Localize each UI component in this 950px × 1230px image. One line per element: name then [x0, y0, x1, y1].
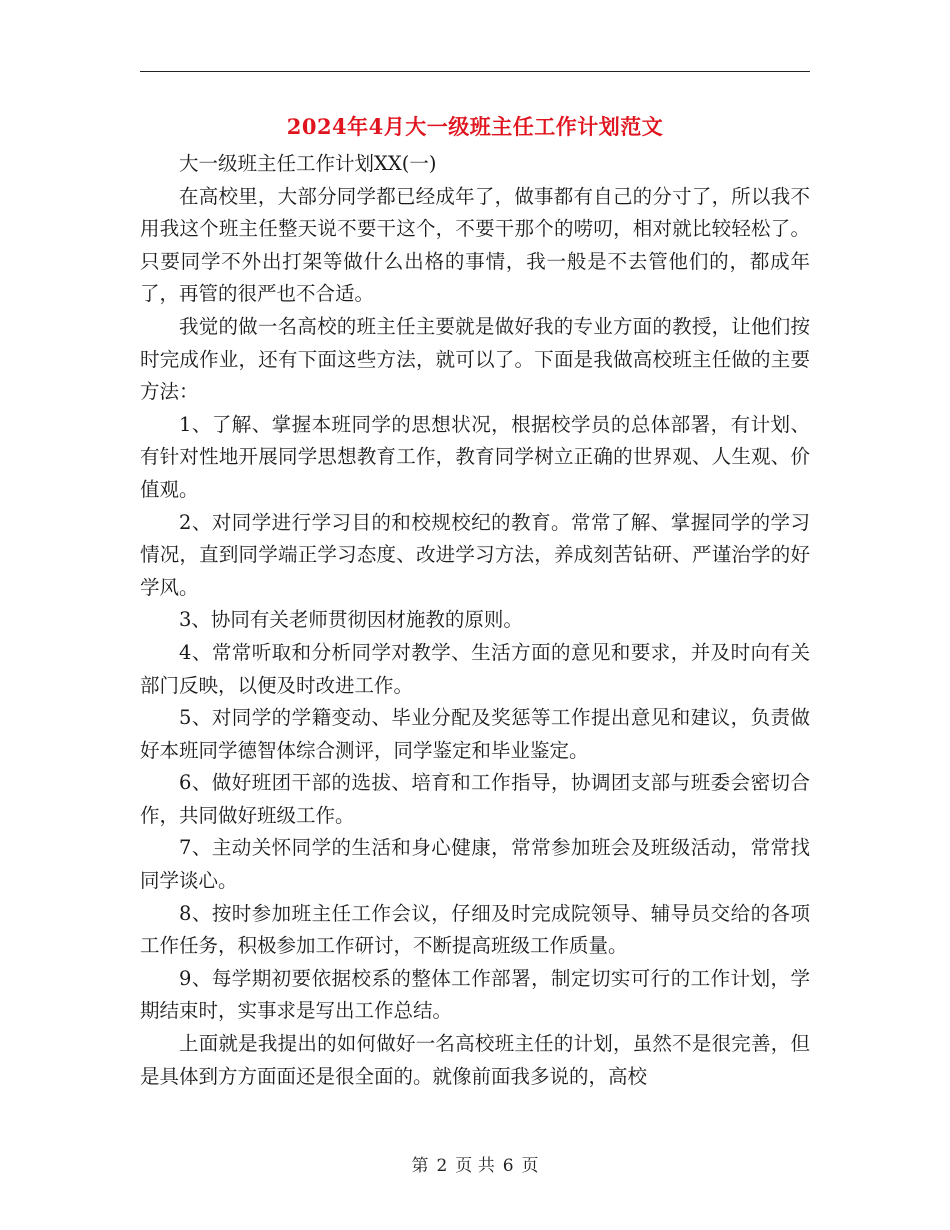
footer-prefix: 第	[411, 1156, 429, 1176]
list-item: 4、常常听取和分析同学对教学、生活方面的意见和要求，并及时向有关部门反映，以便及时改进工作。	[140, 640, 810, 697]
list-item: 9、每学期初要依据校系的整体工作部署，制定切实可行的工作计划，学期结束时，实事求是写出工作总结。	[140, 966, 810, 1023]
page-footer	[0, 1154, 950, 1178]
page-number: 2	[436, 1156, 448, 1176]
paragraph: 我觉的做一名高校的班主任主要就是做好我的专业方面的教授，让他们按时完成作业，还有下面这些方法，就可以了。下面是我做高校班主任做的主要方法：	[140, 314, 810, 404]
header-rule	[140, 71, 810, 72]
document-title: 2024年4月大一级班主任工作计划范文	[286, 114, 664, 139]
section-heading: 大一级班主任工作计划XX(一)	[179, 152, 437, 175]
list-item: 2、对同学进行学习目的和校规校纪的教育。常常了解、掌握同学的学习情况，直到同学端正学习态度、改进学习方法，养成刻苦钻研、严谨治学的好学风。	[140, 510, 810, 599]
paragraph: 上面就是我提出的如何做好一名高校班主任的计划，虽然不是很完善，但是具体到方方面面还是很全面的。就像前面我多说的，高校	[140, 1032, 810, 1088]
footer-suffix: 页	[521, 1156, 539, 1176]
footer-middle: 页 共	[455, 1156, 495, 1176]
list-item: 1、了解、掌握本班同学的思想状况，根据校学员的总体部署，有计划、有针对性地开展同学思想教育工作，教育同学树立正确的世界观、人生观、价值观。	[140, 412, 810, 501]
document-body	[140, 148, 810, 1093]
list-item: 6、做好班团干部的选拔、培育和工作指导，协调团支部与班委会密切合作，共同做好班级工作。	[140, 771, 810, 827]
list-item: 5、对同学的学籍变动、毕业分配及奖惩等工作提出意见和建议，负责做好本班同学德智体综合测评，同学鉴定和毕业鉴定。	[140, 706, 810, 762]
list-item: 8、按时参加班主任工作会议，仔细及时完成院领导、辅导员交给的各项工作任务，积极参加工作研讨，不断提高班级工作质量。	[140, 901, 810, 958]
total-pages: 6	[502, 1156, 514, 1176]
list-item: 3、协同有关老师贯彻因材施教的原则。	[179, 608, 523, 632]
paragraph: 在高校里，大部分同学都已经成年了，做事都有自己的分寸了，所以我不用我这个班主任整天说不要干这个，不要干那个的唠叨，相对就比较轻松了。只要同学不外出打架等做什么出格的事情，我一般是不去管他们的，都成年了，再管的很严也不合适。	[140, 184, 810, 306]
list-item: 7、主动关怀同学的生活和身心健康，常常参加班会及班级活动，常常找同学谈心。	[140, 836, 810, 893]
